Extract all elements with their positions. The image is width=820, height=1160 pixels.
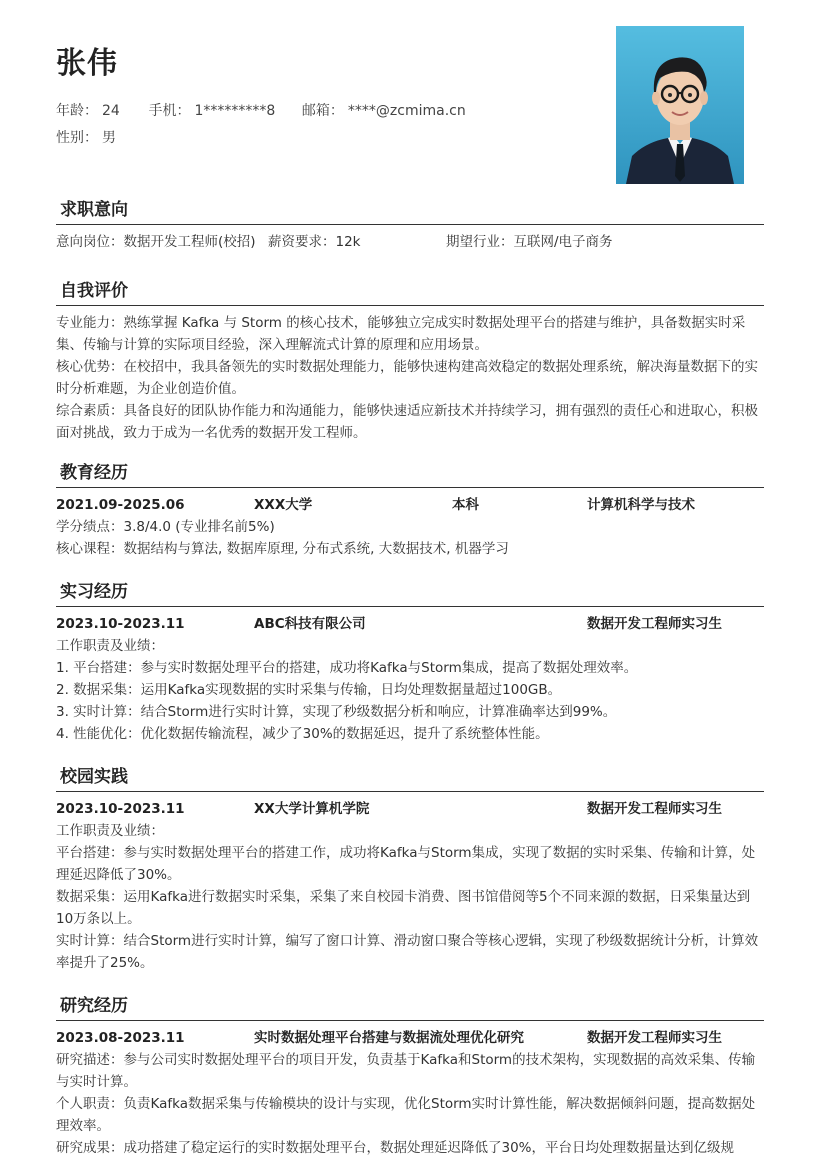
campus-item: 数据采集：运用Kafka进行数据实时采集，采集了来自校园卡消费、图书馆借阅等5个不同来源的数据，日采集量达到10万条以上。 — [56, 889, 751, 927]
profile-photo — [616, 26, 744, 184]
gender-value: 男 — [102, 130, 116, 146]
section-divider — [56, 1020, 764, 1021]
section-title: 研究经历 — [60, 996, 128, 1016]
research-date: 2023.08-2023.11 — [56, 1030, 185, 1046]
education-date: 2021.09-2025.06 — [56, 497, 185, 513]
education-header-row — [56, 494, 764, 516]
intent-salary: 薪资要求：12k — [268, 234, 361, 250]
gender-line — [56, 127, 116, 147]
section-title: 实习经历 — [60, 582, 128, 602]
section-divider — [56, 305, 764, 306]
internship-header-row — [56, 613, 764, 635]
self-eval-paragraph: 核心优势：在校招中，我具备领先的实时数据处理能力，能够快速构建高效稳定的数据处理系统，解决海量数据下的实时分析难题，为企业创造价值。 — [56, 359, 758, 397]
intent-row — [56, 231, 764, 253]
section-divider — [56, 487, 764, 488]
gender-label: 性别： — [56, 130, 98, 146]
candidate-name: 张伟 — [56, 46, 118, 81]
campus-item: 平台搭建：参与实时数据处理平台的搭建工作，成功将Kafka与Storm集成，实现了数据的实时采集、传输和计算，处理延迟降低了30%。 — [56, 845, 756, 883]
section-research — [56, 992, 764, 1159]
internship-item: 4. 性能优化：优化数据传输流程，减少了30%的数据延迟，提升了系统整体性能。 — [56, 726, 549, 742]
research-header-row — [56, 1027, 764, 1049]
internship-date: 2023.10-2023.11 — [56, 616, 185, 632]
section-divider — [56, 791, 764, 792]
section-divider — [56, 606, 764, 607]
intent-position: 意向岗位：数据开发工程师(校招) — [56, 234, 256, 250]
age-label: 年龄： — [56, 103, 98, 119]
section-self-evaluation — [56, 277, 764, 444]
research-item: 个人职责：负责Kafka数据采集与传输模块的设计与实现，优化Storm实时计算性能，解决数据倾斜问题，提高数据处理效率。 — [56, 1096, 756, 1134]
campus-duties-label: 工作职责及业绩： — [56, 823, 164, 839]
campus-item: 实时计算：结合Storm进行实时计算，编写了窗口计算、滑动窗口聚合等核心逻辑，实现了秒级数据统计分析，计算效率提升了25%。 — [56, 933, 759, 971]
section-divider — [56, 224, 764, 225]
age-value: 24 — [102, 103, 120, 119]
campus-date: 2023.10-2023.11 — [56, 801, 185, 817]
education-major: 计算机科学与技术 — [587, 497, 695, 513]
email-value: ****@zcmima.cn — [347, 103, 466, 119]
internship-role: 数据开发工程师实习生 — [587, 616, 722, 632]
section-campus-practice — [56, 763, 764, 974]
section-title: 校园实践 — [60, 767, 128, 787]
intent-industry: 期望行业：互联网/电子商务 — [446, 234, 613, 250]
section-title: 教育经历 — [60, 463, 128, 483]
internship-item: 1. 平台搭建：参与实时数据处理平台的搭建，成功将Kafka与Storm集成，提高了数据处理效率。 — [56, 660, 638, 676]
contact-line — [56, 100, 466, 120]
education-degree: 本科 — [452, 497, 479, 513]
campus-header-row — [56, 798, 764, 820]
section-job-intent — [56, 196, 764, 253]
education-courses: 核心课程：数据结构与算法, 数据库原理, 分布式系统, 大数据技术, 机器学习 — [56, 541, 509, 557]
section-education — [56, 459, 764, 560]
section-title: 求职意向 — [60, 200, 128, 220]
education-school: XXX大学 — [254, 497, 313, 513]
email-label: 邮箱： — [301, 103, 344, 119]
section-internship — [56, 578, 764, 745]
research-topic: 实时数据处理平台搭建与数据流处理优化研究 — [254, 1030, 524, 1046]
self-eval-paragraph: 专业能力：熟练掌握 Kafka 与 Storm 的核心技术，能够独立完成实时数据处理平台的搭建与维护，具备数据实时采集、传输与计算的实际项目经验，深入理解流式计算的原理和应用场景。 — [56, 315, 746, 353]
internship-duties-label: 工作职责及业绩： — [56, 638, 164, 654]
internship-item: 2. 数据采集：运用Kafka实现数据的实时采集与传输，日均处理数据量超过100GB。 — [56, 682, 562, 698]
research-role: 数据开发工程师实习生 — [587, 1030, 722, 1046]
campus-org: XX大学计算机学院 — [254, 801, 370, 817]
education-gpa: 学分绩点：3.8/4.0 (专业排名前5%) — [56, 519, 275, 535]
section-title: 自我评价 — [60, 281, 128, 301]
self-eval-paragraph: 综合素质：具备良好的团队协作能力和沟通能力，能够快速适应新技术并持续学习，拥有强烈的责任心和进取心，积极面对挑战，致力于成为一名优秀的数据开发工程师。 — [56, 403, 758, 441]
campus-role: 数据开发工程师实习生 — [587, 801, 722, 817]
phone-value: 1*********8 — [194, 103, 276, 119]
research-item: 研究描述：参与公司实时数据处理平台的项目开发，负责基于Kafka和Storm的技术架构，实现数据的高效采集、传输与实时计算。 — [56, 1052, 756, 1090]
research-item: 研究成果：成功搭建了稳定运行的实时数据处理平台，数据处理延迟降低了30%，平台日均处理数据量达到亿级规 — [56, 1140, 735, 1156]
internship-company: ABC科技有限公司 — [254, 616, 366, 632]
internship-item: 3. 实时计算：结合Storm进行实时计算，实现了秒级数据分析和响应，计算准确率达到99%。 — [56, 704, 617, 720]
phone-label: 手机： — [148, 103, 191, 119]
